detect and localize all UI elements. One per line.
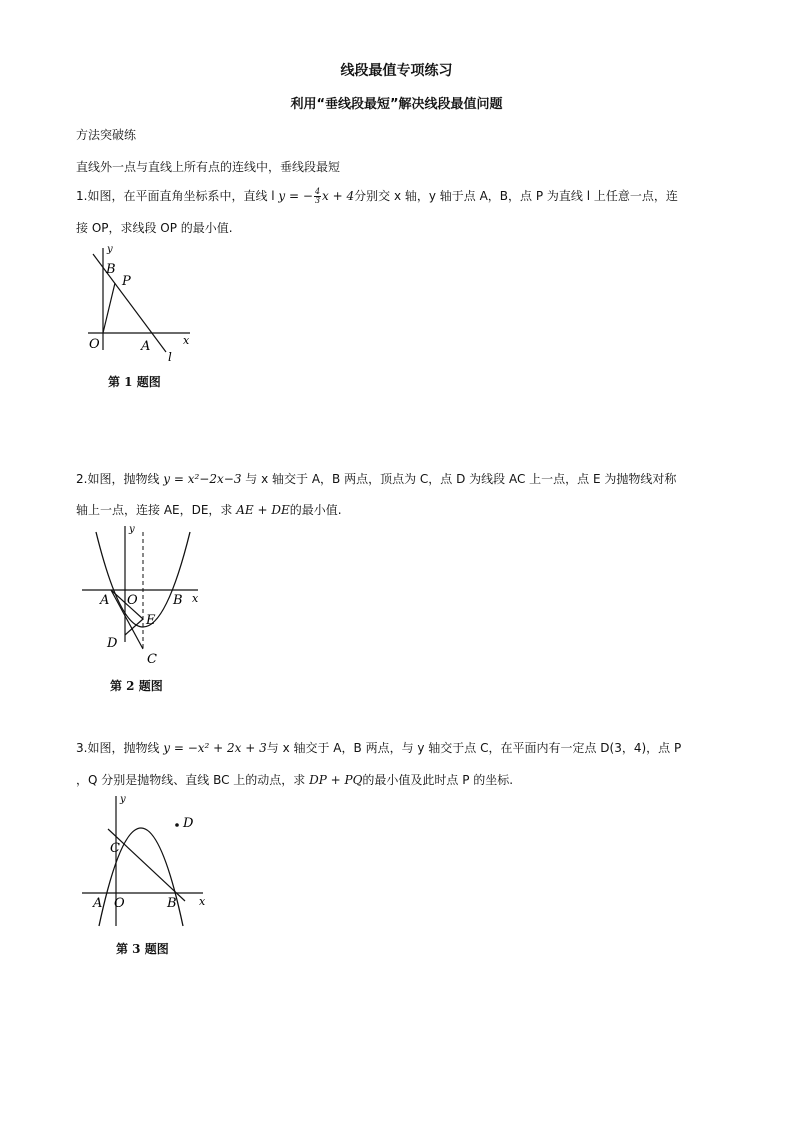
q1-frac-den: 3 <box>314 196 321 205</box>
q1-equation-lhs: y = − <box>278 189 313 203</box>
fig2-label-o: O <box>127 593 138 608</box>
figure-1 <box>80 240 200 365</box>
fig1-line-l <box>93 254 166 352</box>
fig2-label-b: B <box>173 593 183 608</box>
q3-line2-prefix: ，Q 分别是抛物线、直线 BC 上的动点，求 <box>76 773 310 787</box>
fig3-label-b: B <box>167 896 177 911</box>
caption-figure-1: 第 1 题图 <box>108 375 161 389</box>
q1-fraction <box>314 188 321 205</box>
fig3-line-bc <box>108 829 185 901</box>
q1-equation-rhs: x + 4 <box>322 189 355 203</box>
principle-text: 直线外一点与直线上所有点的连线中，垂线段最短 <box>76 160 341 174</box>
q2-suffix: 与 x 轴交于 A，B 两点，顶点为 C，点 D 为线段 AC 上一点，点 E 为抛物线对称 <box>241 472 677 486</box>
q3-line2-equation: DP + PQ <box>309 773 363 787</box>
q2-line2-suffix: 的最小值. <box>289 503 342 517</box>
page-title: 线段最值专项练习 <box>340 63 453 79</box>
fig3-label-a: A <box>93 896 103 911</box>
fig3-label-o: O <box>114 896 125 911</box>
q3-equation: y = −x² + 2x + 3 <box>163 741 267 755</box>
fig3-label-y: y <box>120 794 126 805</box>
fig2-label-d: D <box>107 636 118 651</box>
fig1-label-a: A <box>141 339 151 354</box>
fig1-label-x: x <box>183 334 190 347</box>
fig1-segment-op <box>103 283 115 333</box>
q3-suffix: 与 x 轴交于 A，B 两点，与 y 轴交于点 C，在平面内有一定点 D(3，4)，点 P <box>266 741 682 755</box>
page-subtitle: 利用“垂线段最短”解决线段最值问题 <box>290 97 503 112</box>
fig3-label-x: x <box>199 895 206 908</box>
q1-frac-num: 4 <box>314 187 321 196</box>
figure-2 <box>80 520 210 670</box>
fig2-label-y: y <box>129 524 135 535</box>
question-2-line-2 <box>76 502 342 518</box>
q2-line2-equation: AE + DE <box>236 503 290 517</box>
question-1-line-2: 接 OP，求线段 OP 的最小值. <box>76 221 233 235</box>
fig2-label-a: A <box>100 593 110 608</box>
question-1-line-1 <box>76 188 678 205</box>
fig3-label-c: C <box>110 841 120 856</box>
fig1-label-o: O <box>89 337 100 352</box>
caption-figure-3: 第 3 题图 <box>116 942 169 956</box>
fig1-label-y: y <box>107 244 113 255</box>
fig2-label-e: E <box>146 613 156 628</box>
q1-suffix: 分别交 x 轴，y 轴于点 A，B，点 P 为直线 l 上任意一点，连 <box>354 189 678 203</box>
fig2-label-c: C <box>147 652 157 667</box>
q2-equation: y = x²−2x−3 <box>163 472 242 486</box>
fig3-point-d <box>175 823 179 827</box>
question-3-line-1 <box>76 740 681 756</box>
fig1-label-p: P <box>122 274 131 289</box>
q2-line2-prefix: 轴上一点，连接 AE，DE，求 <box>76 503 237 517</box>
figure-3 <box>80 790 215 930</box>
fig1-label-b: B <box>106 262 116 277</box>
fig2-label-x: x <box>192 592 199 605</box>
q1-prefix: 1.如图，在平面直角坐标系中，直线 l <box>76 189 279 203</box>
q3-prefix: 3.如图，抛物线 <box>76 741 164 755</box>
question-3-line-2 <box>76 772 513 788</box>
q2-prefix: 2.如图，抛物线 <box>76 472 164 486</box>
caption-figure-2: 第 2 题图 <box>110 679 163 693</box>
section-heading: 方法突破练 <box>76 128 137 142</box>
fig3-label-d: D <box>183 816 194 831</box>
q3-line2-suffix: 的最小值及此时点 P 的坐标. <box>362 773 514 787</box>
question-2-line-1 <box>76 471 676 487</box>
fig1-label-l: l <box>168 350 172 364</box>
